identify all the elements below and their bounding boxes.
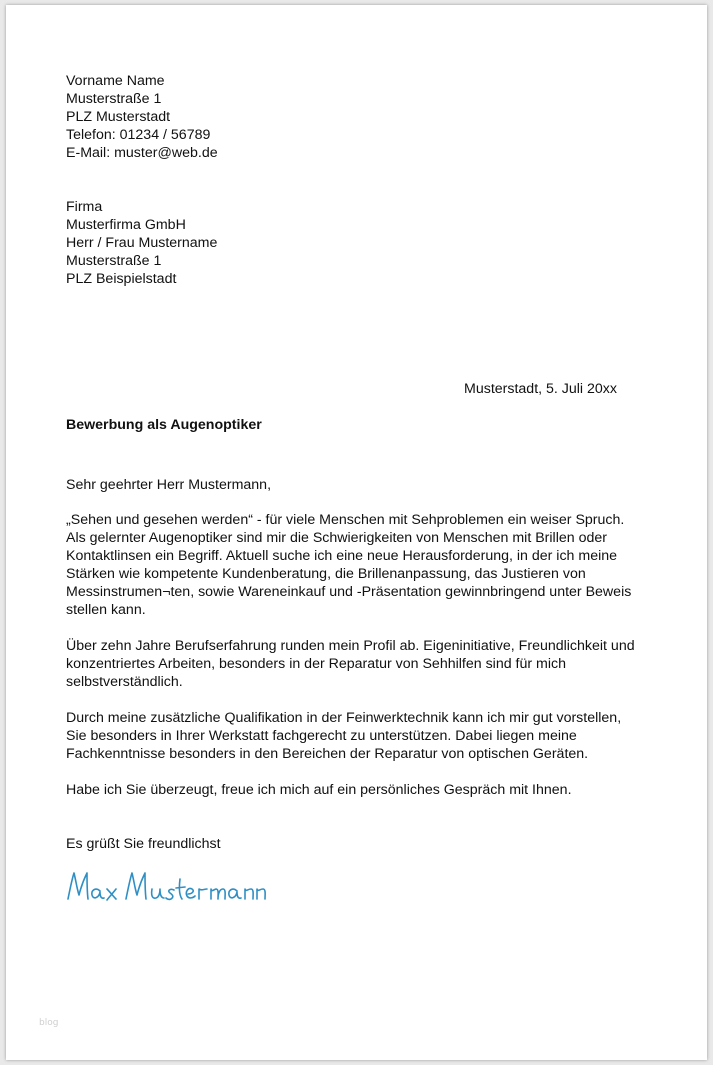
signature-graphic [64, 865, 274, 909]
paragraph-line: Messinstrumen¬ten, sowie Wareneinkauf und -Präsentation gewinnbringend unter Beweis [66, 584, 632, 600]
sender-city: PLZ Musterstadt [66, 109, 171, 125]
paragraph-3 [66, 709, 621, 763]
salutation [66, 476, 271, 494]
watermark: blog [39, 1018, 59, 1028]
handwritten-signature [64, 865, 274, 914]
letter-date: Musterstadt, 5. Juli 20xx [464, 381, 617, 397]
paragraph-line: Stärken wie kompetente Kundenberatung, die Brillenanpassung, das Justieren von [66, 566, 586, 582]
paragraph-line: Fachkenntnisse besonders in den Bereichen der Reparatur von optischen Geräten. [66, 746, 589, 762]
recipient-address [66, 198, 217, 288]
paragraph-1 [66, 511, 631, 619]
paragraph-line: Habe ich Sie überzeugt, freue ich mich auf ein persönliches Gespräch mit Ihnen. [66, 782, 572, 798]
paragraph-line: Kontaktlinsen ein Begriff. Aktuell suche ich eine neue Herausforderung, in der ich meine [66, 548, 618, 564]
closing [66, 835, 221, 853]
letter-subject: Bewerbung als Augenoptiker [66, 417, 262, 433]
paragraph-line: Sie besonders in Ihrer Werkstatt fachgerecht zu unterstützen. Dabei liegen meine [66, 728, 577, 744]
paragraph-4 [66, 781, 572, 799]
sender-phone: Telefon: 01234 / 56789 [66, 127, 211, 143]
paragraph-line: Als gelernter Augenoptiker sind mir die Schwierigkeiten von Menschen mit Brillen oder [66, 530, 607, 546]
closing-text: Es grüßt Sie freundlichst [66, 836, 221, 852]
paragraph-line: Über zehn Jahre Berufserfahrung runden mein Profil ab. Eigeninitiative, Freundlichkeit und [66, 638, 635, 654]
recipient-contact: Herr / Frau Mustername [66, 235, 218, 251]
paragraph-line: stellen kann. [66, 602, 146, 618]
recipient-company-label: Firma [66, 199, 103, 215]
sender-address [66, 72, 218, 162]
recipient-company: Musterfirma GmbH [66, 217, 186, 233]
paragraph-line: konzentriertes Arbeiten, besonders in der Reparatur von Sehhilfen sind für mich [66, 656, 566, 672]
paragraph-line: selbstverständlich. [66, 674, 183, 690]
paragraph-line: Durch meine zusätzliche Qualifikation in der Feinwerktechnik kann ich mir gut vorstellen, [66, 710, 622, 726]
sender-name: Vorname Name [66, 73, 165, 89]
letter-page [6, 5, 707, 1060]
salutation-text: Sehr geehrter Herr Mustermann, [66, 477, 272, 493]
paragraph-line: „Sehen und gesehen werden“ - für viele Menschen mit Sehproblemen ein weiser Spruch. [66, 512, 625, 528]
recipient-city: PLZ Beispielstadt [66, 271, 177, 287]
sender-street: Musterstraße 1 [66, 91, 162, 107]
sender-email: E-Mail: muster@web.de [66, 145, 218, 161]
recipient-street: Musterstraße 1 [66, 253, 162, 269]
paragraph-2 [66, 637, 635, 691]
